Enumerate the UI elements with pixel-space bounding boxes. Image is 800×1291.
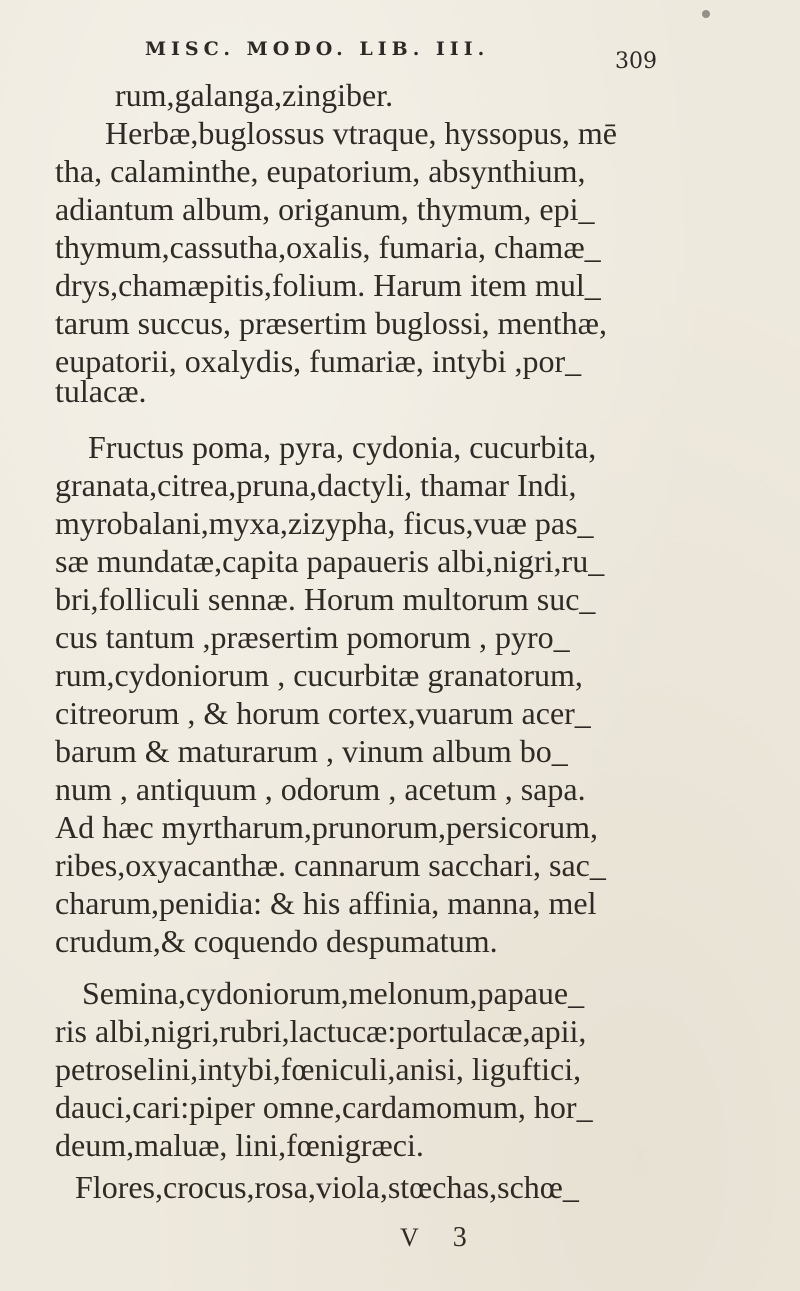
text-line: Ad hæc myrtharum,prunorum,persicorum, — [55, 809, 598, 845]
signature-mark — [400, 1222, 520, 1254]
signature-number: 3 — [452, 1222, 467, 1253]
text-line: tulacæ. — [55, 373, 147, 409]
text-line: Semina,cydoniorum,melonum,papaue_ — [82, 975, 585, 1011]
signature-letter: V — [400, 1223, 422, 1252]
text-line: dauci,cari:piper omne,cardamomum, hor_ — [55, 1089, 593, 1125]
text-line: crudum,& coquendo despumatum. — [55, 923, 498, 959]
text-line: rum,galanga,zingiber. — [115, 77, 394, 113]
text-line: citreorum , & horum cortex,vuarum acer_ — [55, 695, 591, 731]
text-line: Flores,crocus,rosa,viola,stœchas,schœ_ — [75, 1169, 579, 1205]
text-line: drys,chamæpitis,folium. Harum item mul_ — [55, 267, 601, 303]
text-line: Herbæ,buglossus vtraque, hyssopus, mē — [105, 115, 617, 151]
text-line: cus tantum ,præsertim pomorum , pyro_ — [55, 619, 570, 655]
text-line: myrobalani,myxa,zizypha, ficus,vuæ pas_ — [55, 505, 594, 541]
page-number: 309 — [615, 49, 657, 74]
text-line: Fructus poma, pyra, cydonia, cucurbita, — [88, 429, 597, 465]
text-line: tha, calaminthe, eupatorium, absynthium, — [55, 153, 586, 189]
text-line: rum,cydoniorum , cucurbitæ granatorum, — [55, 657, 583, 693]
text-line: eupatorii, oxalydis, fumariæ, intybi ,por_ — [55, 343, 582, 379]
text-line: tarum succus, præsertim buglossi, menthæ, — [55, 305, 607, 341]
text-line: thymum,cassutha,oxalis, fumaria, chamæ_ — [55, 229, 601, 265]
ink-spot — [702, 10, 710, 18]
text-line: barum & maturarum , vinum album bo_ — [55, 733, 568, 769]
text-line: ris albi,nigri,rubri,lactucæ:portulacæ,apii, — [55, 1013, 587, 1049]
text-line: granata,citrea,pruna,dactyli, thamar Indi, — [55, 467, 577, 503]
running-title: MISC. MODO. LIB. III. — [145, 38, 490, 60]
text-line: adiantum album, origanum, thymum, epi_ — [55, 191, 595, 227]
text-line: bri,folliculi sennæ. Horum multorum suc_ — [55, 581, 596, 617]
text-line: charum,penidia: & his affinia, manna, mel — [55, 885, 597, 921]
text-line: num , antiquum , odorum , acetum , sapa. — [55, 771, 586, 807]
page-header — [145, 38, 665, 78]
text-line: sæ mundatæ,capita papaueris albi,nigri,ru_ — [55, 543, 605, 579]
text-line: petroselini,intybi,fœniculi,anisi, liguftici, — [55, 1051, 582, 1087]
text-line: deum,maluæ, lini,fœnigræci. — [55, 1127, 424, 1163]
text-line: ribes,oxyacanthæ. cannarum sacchari, sac_ — [55, 847, 606, 883]
